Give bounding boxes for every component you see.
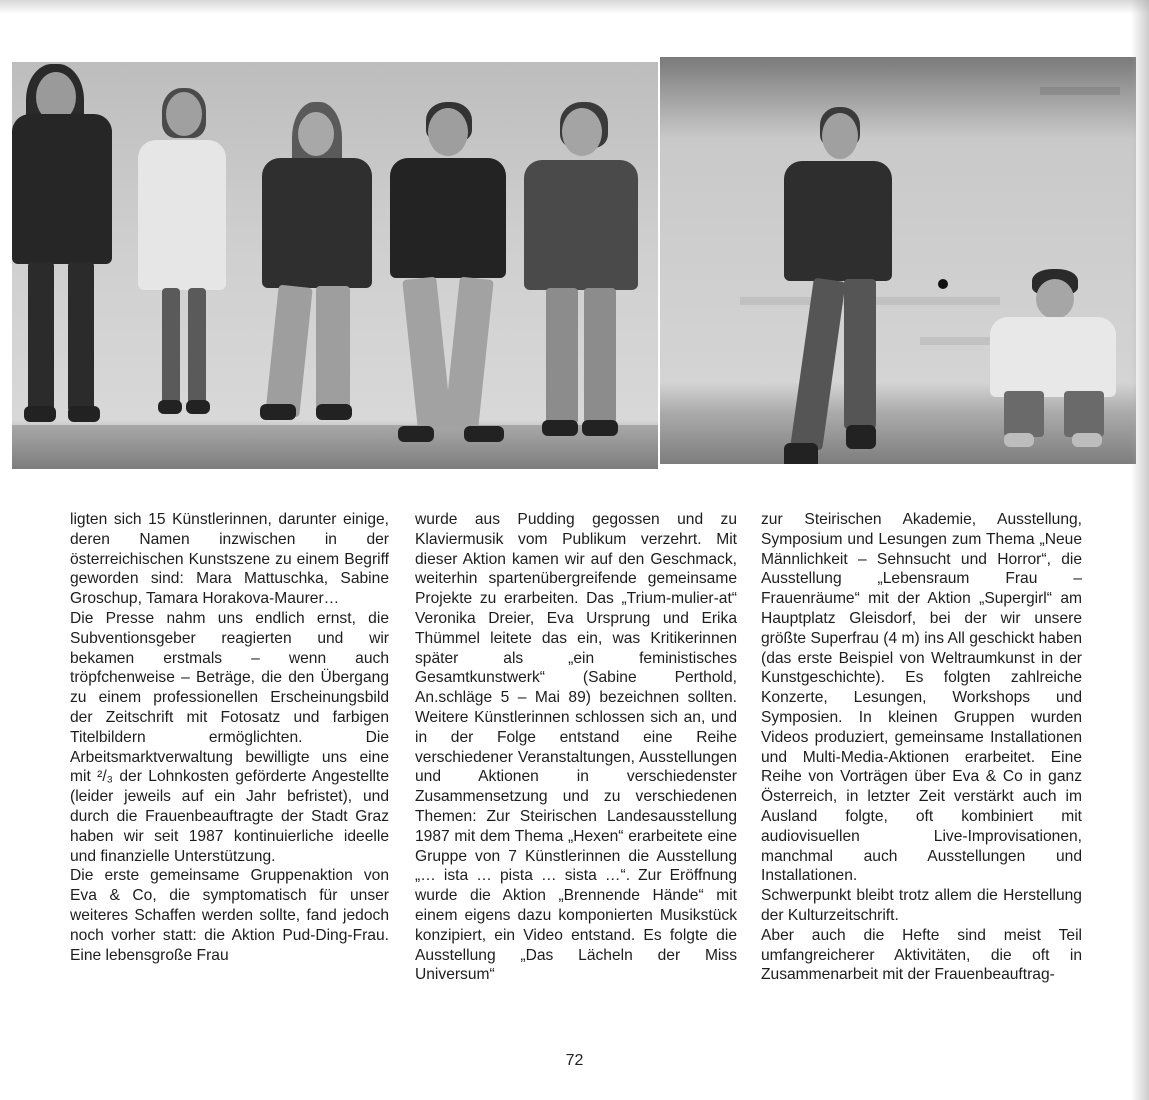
woman-figure-3 — [252, 102, 382, 432]
woman-figure-5 — [522, 102, 642, 442]
paragraph: Die erste gemeinsame Gruppenaktion von Eva & Co, die symptomatisch für unser weiteres Schaffen werden sollte, fand jedoch noch vorher statt: die Aktion Pud-Ding-Frau. Eine lebensgroße Frau — [70, 867, 389, 964]
woman-figure-2 — [132, 82, 232, 432]
page-top-edge — [0, 0, 1149, 14]
group-photo-left — [12, 62, 658, 469]
woman-figure-4 — [390, 102, 510, 442]
article-column-3 — [761, 510, 1082, 985]
article-column-1 — [70, 510, 389, 965]
paragraph: Schwerpunkt bleibt trotz allem die Herstellung der Kulturzeitschrift. — [761, 887, 1082, 924]
separator-dot — [938, 279, 948, 289]
page-binding-shadow — [1131, 0, 1149, 1100]
wall-text — [1040, 87, 1120, 95]
paragraph: wurde aus Pudding gegossen und zu Klaviermusik vom Publikum verzehrt. Mit dieser Aktion kamen wir auf den Geschmack, weiterhin spartenübergreifende gemeinsame Projekte zu erarbeiten. Das „Trium-mulier-at“ Veronika Dreier, Eva Ursprung und Erika Thümmel leitete das ein, was Kritikerinnen später als „ein feministisches Gesamtkunstwerk“ (Sabine Perthold, An.schläge 5 – Mai 89) bezeichnen sollten. Weitere Künstlerinnen schlossen sich an, und in der Folge entstand eine Reihe verschiedener Veranstaltungen, Ausstellungen und Aktionen in verschiedenster Zusammensetzung und zu verschiedenen Themen: Zur Steirischen Landesausstellung 1987 mit dem Thema „Hexen“ erarbeitete eine Gruppe von 7 Künstlerinnen die Ausstellung „… ista … pista … sista …“. Zur Eröffnung wurde die Aktion „Brennende Hände“ mit einem eigens dazu komponierten Musikstück konzipiert, ein Video entstand. Es folgte die Ausstellung „Das Lächeln der Miss Universum“ — [415, 511, 737, 984]
woman-figure-6 — [784, 107, 894, 464]
article-column-2 — [415, 510, 737, 985]
paragraph: ligten sich 15 Künstlerinnen, darunter einige, deren Namen inzwischen in der österreichischen Kunstszene zu einem Begriff geworden sind: Mara Mattuschka, Sabine Groschup, Tamara Horakova-Maurer… — [70, 511, 389, 608]
paragraph: Aber auch die Hefte sind meist Teil umfangreicherer Aktivitäten, die oft in Zusammenarbeit mit der Frauenbeauftrag- — [761, 926, 1082, 984]
woman-figure-7-crouching — [990, 267, 1120, 457]
page-number: 72 — [565, 1052, 584, 1069]
group-photo-right — [660, 57, 1136, 464]
paragraph: Die Presse nahm uns endlich ernst, die Subventionsgeber reagierten und wir bekamen erstmals – wenn auch tröpfchenweise – Beträge, die den Übergang zu einem professionellen Erscheinungsbild der Zeitschrift mit Fotosatz und farbigen Titelbildern ermöglichten. Die Arbeitsmarktverwaltung bewilligte uns eine mit ²/₃ der Lohnkosten geförderte Angestellte (leider jeweils auf ein Jahr befristet), und durch die Frauenbeauftragte der Stadt Graz haben wir seit 1987 kontinuierliche ideelle und finanzielle Unterstützung. — [70, 609, 389, 865]
paragraph: zur Steirischen Akademie, Ausstellung, Symposium und Lesungen zum Thema „Neue Männlichkeit – Sehnsucht und Horror“, die Ausstellung „Lebensraum Frau – Frauenräume“ mit der Aktion „Supergirl“ am Hauptplatz Gleisdorf, bei der wir unsere größte Superfrau (4 m) ins All geschickt haben (das erste Beispiel von Weltraumkunst in der Kunstgeschichte). Es folgten zahlreiche Konzerte, Lesungen, Workshops und Symposien. In kleinen Gruppen wurden Videos produziert, gemeinsame Installationen und Multi-Media-Aktionen erarbeitet. Eine Reihe von Vorträgen über Eva & Co in ganz Österreich, in letzter Zeit verstärkt auch im Ausland folgte, oft kombiniert mit audiovisuellen Live-Improvisationen, manchmal auch Ausstellungen und Installationen. — [761, 511, 1082, 885]
woman-figure-1 — [12, 62, 122, 432]
